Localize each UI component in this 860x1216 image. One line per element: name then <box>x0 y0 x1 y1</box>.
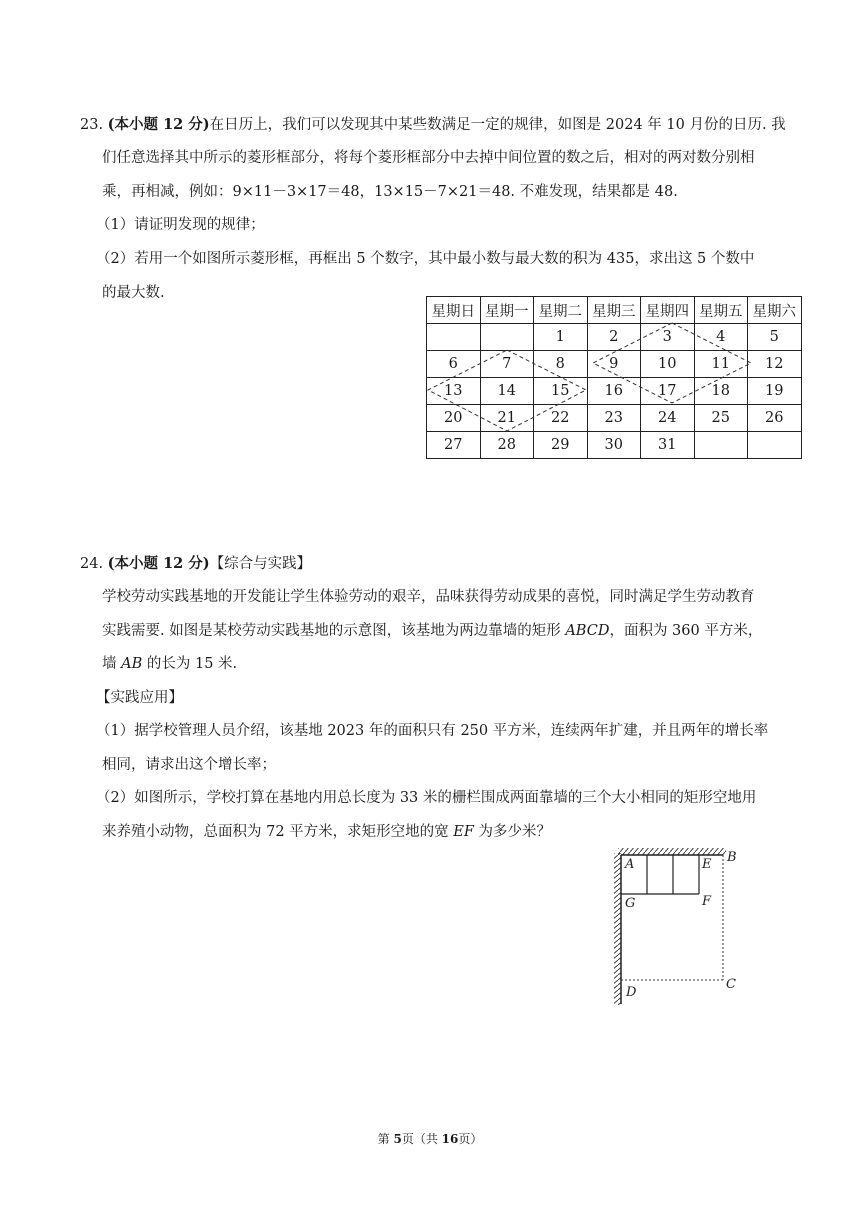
footer-mid: 页（共 <box>401 1132 442 1146</box>
calendar-cell: 12 <box>748 351 802 378</box>
q24-p2b-tail: 为多少米？ <box>473 824 552 840</box>
q24-intro2-tail: ，面积为 360 平方米， <box>609 623 763 639</box>
calendar-header: 星期一 <box>480 297 534 324</box>
q24-number: 24. <box>80 556 104 572</box>
calendar-cell: 4 <box>694 324 748 351</box>
calendar-cell: 6 <box>427 351 481 378</box>
calendar-cell: 13 <box>427 378 481 405</box>
label-E: E <box>702 857 712 872</box>
q24-p2b-text: 来养殖小动物，总面积为 72 平方米，求矩形空地的宽 <box>102 824 454 840</box>
q23-part2b: 的最大数. <box>102 285 165 301</box>
calendar-cell: 15 <box>534 378 588 405</box>
label-G: G <box>625 896 636 911</box>
calendar-cell: 27 <box>427 432 481 459</box>
calendar-cell <box>694 432 748 459</box>
footer-page-number: 5 <box>393 1132 402 1146</box>
calendar-header: 星期四 <box>641 297 695 324</box>
calendar-row <box>427 405 802 432</box>
footer-post: 页） <box>458 1132 483 1146</box>
calendar-cell: 28 <box>480 432 534 459</box>
page-footer <box>0 1130 860 1147</box>
q24-p2a: （2）如图所示，学校打算在基地内用总长度为 33 米的栅栏围成两面靠墙的三个大小相同的矩形空地用 <box>96 790 757 806</box>
calendar-cell: 24 <box>641 405 695 432</box>
calendar-row <box>427 324 802 351</box>
calendar-row <box>427 432 802 459</box>
label-C: C <box>726 977 736 992</box>
calendar-cell: 10 <box>641 351 695 378</box>
calendar-cell: 23 <box>587 405 641 432</box>
calendar-cell: 11 <box>694 351 748 378</box>
calendar-cell: 17 <box>641 378 695 405</box>
q23-score: (本小题 12 分) <box>107 116 210 133</box>
calendar-cell: 3 <box>641 324 695 351</box>
calendar-cell: 1 <box>534 324 588 351</box>
calendar-cell <box>480 324 534 351</box>
calendar-header: 星期二 <box>534 297 588 324</box>
top-wall-hatch <box>618 848 726 855</box>
q23-header <box>80 113 786 134</box>
q24-intro2 <box>102 619 762 640</box>
q24-intro3 <box>102 652 237 673</box>
calendar-cell: 7 <box>480 351 534 378</box>
q24-rect-label: ABCD <box>565 623 610 639</box>
calendar-header-row <box>427 297 802 324</box>
q24-width-label: EF <box>453 824 474 840</box>
calendar-cell: 31 <box>641 432 695 459</box>
q23-number: 23. <box>80 117 104 133</box>
q23-part2a: （2）若用一个如图所示菱形框，再框出 5 个数字，其中最小数与最大数的积为 435，求出这 5 个数中 <box>96 251 755 267</box>
calendar-cell: 16 <box>587 378 641 405</box>
left-wall-hatch <box>614 853 621 1005</box>
calendar-cell: 18 <box>694 378 748 405</box>
label-D: D <box>626 985 637 1000</box>
q24-intro3-tail: 的长为 15 米. <box>142 656 238 672</box>
q24-p2b <box>102 820 551 841</box>
calendar-cell: 26 <box>748 405 802 432</box>
calendar-table <box>426 296 802 459</box>
calendar-row <box>427 378 802 405</box>
calendar-row <box>427 351 802 378</box>
label-A: A <box>625 857 635 872</box>
calendar-header: 星期五 <box>694 297 748 324</box>
label-F: F <box>702 894 712 909</box>
q23-line1: 在日历上，我们可以发现其中某些数满足一定的规律，如图是 2024 年 10 月份的日历. 我 <box>209 117 786 133</box>
calendar-cell <box>427 324 481 351</box>
calendar-cell: 30 <box>587 432 641 459</box>
q23-line2: 们任意选择其中所示的菱形框部分，将每个菱形框部分中去掉中间位置的数之后，相对的两对数分别相 <box>102 150 755 166</box>
calendar-header: 星期六 <box>748 297 802 324</box>
q24-section: 【实践应用】 <box>96 690 183 706</box>
q24-intro3-text: 墙 <box>102 656 122 672</box>
calendar-cell: 9 <box>587 351 641 378</box>
calendar-header: 星期三 <box>587 297 641 324</box>
q24-intro1: 学校劳动实践基地的开发能让学生体验劳动的艰辛，品味获得劳动成果的喜悦，同时满足学生劳动教育 <box>102 589 755 605</box>
q23-part1: （1）请证明发现的规律； <box>96 217 265 233</box>
calendar-cell: 14 <box>480 378 534 405</box>
calendar-cell: 29 <box>534 432 588 459</box>
calendar-cell: 25 <box>694 405 748 432</box>
calendar-cell: 19 <box>748 378 802 405</box>
calendar-cell: 5 <box>748 324 802 351</box>
q24-p1a: （1）据学校管理人员介绍，该基地 2023 年的面积只有 250 平方米，连续两年扩建，并且两年的增长率 <box>96 723 769 739</box>
label-B: B <box>727 850 737 865</box>
calendar-cell: 2 <box>587 324 641 351</box>
q24-score: (本小题 12 分) <box>107 555 210 572</box>
q23-line3: 乘，再相减，例如：9×11－3×17＝48，13×15－7×21＝48. 不难发现，结果都是 48. <box>102 184 678 200</box>
calendar-cell <box>748 432 802 459</box>
q24-header <box>80 552 311 573</box>
footer-total-pages: 16 <box>441 1132 459 1146</box>
q24-wall-label: AB <box>121 656 143 672</box>
q24-p1b: 相同，请求出这个增长率； <box>102 757 276 773</box>
calendar-header: 星期日 <box>427 297 481 324</box>
calendar-cell: 22 <box>534 405 588 432</box>
calendar-cell: 8 <box>534 351 588 378</box>
q24-tag: 【综合与实践】 <box>209 556 312 572</box>
q24-intro2-text: 实践需要. 如图是某校劳动实践基地的示意图，该基地为两边靠墙的矩形 <box>102 623 566 639</box>
calendar-cell: 21 <box>480 405 534 432</box>
calendar-cell: 20 <box>427 405 481 432</box>
footer-pre: 第 <box>377 1132 394 1146</box>
